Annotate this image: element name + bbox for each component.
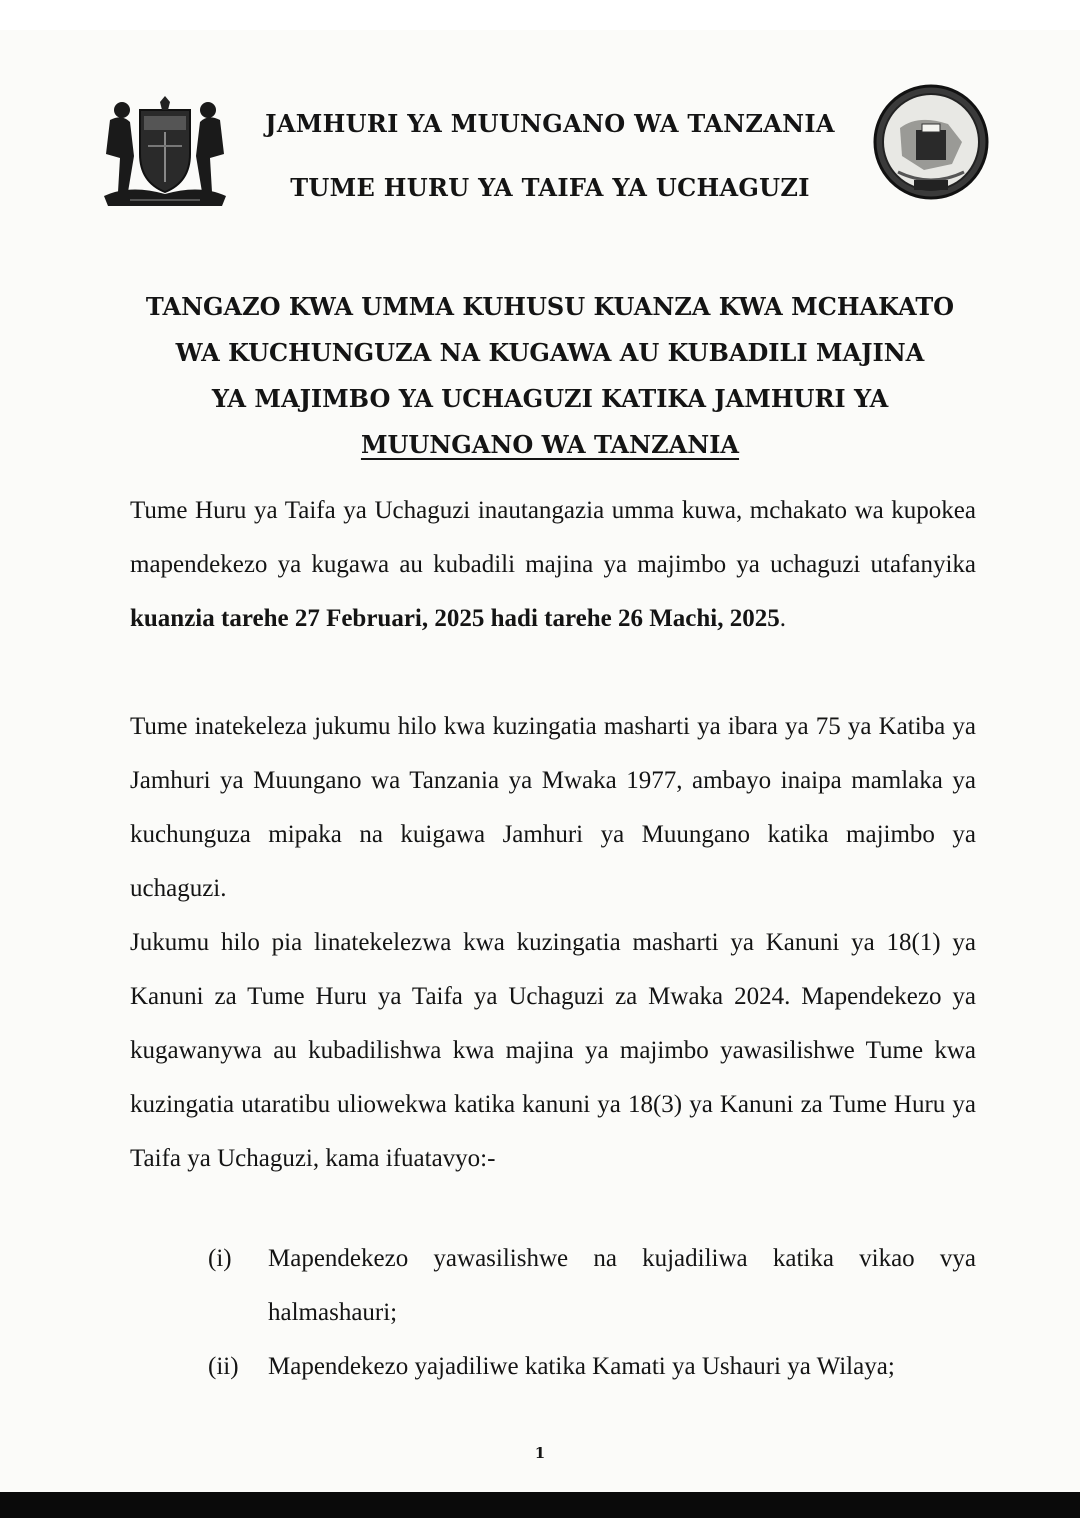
notice-title <box>100 284 1000 468</box>
header-country-name: JAMHURI YA MUUNGANO WA TANZANIA <box>265 109 835 138</box>
list-item <box>208 1340 976 1394</box>
paragraph-announcement <box>130 484 976 646</box>
list-item-text: Mapendekezo yawasilishwe na kujadiliwa katika vikao vya halmashauri; <box>268 1245 976 1326</box>
header-commission-name: TUME HURU YA TAIFA YA UCHAGUZI <box>290 173 810 202</box>
list-item-number: (i) <box>208 1245 232 1272</box>
paragraph-announcement-dates: kuanzia tarehe 27 Februari, 2025 hadi tarehe 26 Machi, 2025 <box>130 605 780 632</box>
paragraph-announcement-end: . <box>779 605 786 632</box>
paragraph-constitution: Tume inatekeleza jukumu hilo kwa kuzingatia masharti ya ibara ya 75 ya Katiba ya Jamhuri ya Muungano wa Tanzania ya Mwaka 1977, ambayo inaipa mamlaka ya kuchunguza mipaka na kuigawa Jamhuri ya Muungano katika majimbo ya uchaguzi. <box>130 713 976 902</box>
paragraph-announcement-text: Tume Huru ya Taifa ya Uchaguzi inautangazia umma kuwa, mchakato wa kupokea mapendekezo ya kugawa au kubadili majina ya majimbo ya uchaguzi utafanyika <box>130 497 976 578</box>
bottom-bar <box>0 1492 1080 1518</box>
list-item <box>208 1232 976 1340</box>
list-item-number: (ii) <box>208 1353 239 1380</box>
paragraph-regulations: Jukumu hilo pia linatekelezwa kwa kuzingatia masharti ya Kanuni ya 18(1) ya Kanuni za Tume Huru ya Taifa ya Uchaguzi za Mwaka 2024. Mapendekezo ya kugawanywa au kubadilishwa kwa majina ya majimbo yawasilishwe Tume kwa kuzingatia utaratibu uliowekwa katika kanuni ya 18(3) ya Kanuni za Tume Huru ya Taifa ya Uchaguzi, kama ifuatavyo:- <box>130 929 976 1172</box>
notice-title-line-4: MUUNGANO WA TANZANIA <box>360 430 740 459</box>
page-number: 1 <box>534 1444 546 1462</box>
list-item-text: Mapendekezo yajadiliwe katika Kamati ya Ushauri ya Wilaya; <box>268 1353 895 1380</box>
notice-title-line-2: WA KUCHUNGUZA NA KUGAWA AU KUBADILI MAJINA <box>175 338 925 367</box>
notice-title-line-1: TANGAZO KWA UMMA KUHUSU KUANZA KWA MCHAKATO <box>145 292 955 321</box>
notice-title-line-3: YA MAJIMBO YA UCHAGUZI KATIKA JAMHURI YA <box>211 384 889 413</box>
